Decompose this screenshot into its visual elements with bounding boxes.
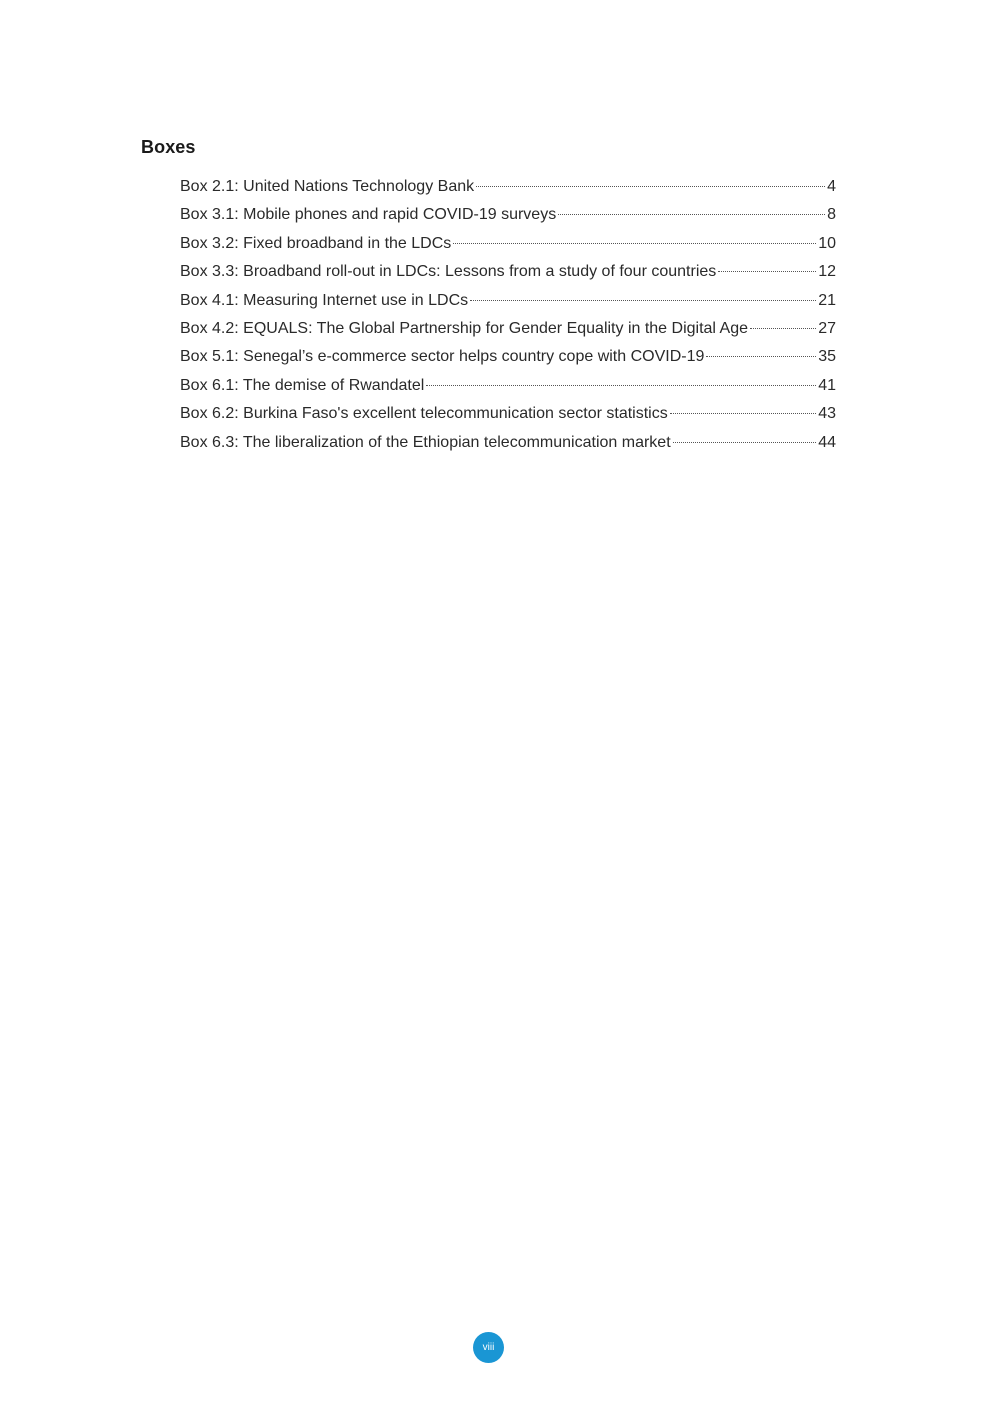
toc-entry-page: 4 — [827, 178, 836, 195]
toc-entry[interactable] — [180, 201, 836, 229]
dot-leader — [470, 300, 816, 301]
toc-entry[interactable] — [180, 258, 836, 286]
toc-entry[interactable] — [180, 343, 836, 371]
dot-leader — [453, 243, 816, 244]
dot-leader — [706, 356, 816, 357]
toc-entry-page: 44 — [818, 433, 836, 451]
toc-entry[interactable] — [180, 230, 836, 258]
dot-leader — [718, 271, 816, 272]
toc-entry-title: Box 4.1: Measuring Internet use in LDCs — [180, 291, 469, 309]
toc-entry-page: 10 — [818, 234, 836, 252]
toc-entry-page: 12 — [818, 263, 836, 281]
boxes-list — [180, 173, 836, 457]
toc-entry-title: Box 6.2: Burkina Faso's excellent telecommunication sector statistics — [180, 405, 668, 423]
dot-leader — [558, 214, 825, 215]
toc-entry-page: 8 — [827, 206, 836, 224]
toc-entry[interactable] — [180, 315, 836, 343]
toc-entry-title: Box 3.2: Fixed broadband in the LDCs — [180, 234, 452, 252]
toc-entry[interactable] — [180, 287, 836, 315]
toc-entry-title: Box 6.1: The demise of Rwandatel — [180, 376, 425, 394]
toc-entry-page: 41 — [818, 376, 836, 394]
dot-leader — [750, 328, 816, 329]
toc-entry[interactable] — [180, 429, 836, 457]
section-heading: Boxes — [141, 137, 196, 157]
dot-leader — [476, 186, 825, 187]
dot-leader — [426, 385, 816, 386]
page-number-badge: viii — [473, 1332, 504, 1363]
toc-entry-page: 35 — [818, 348, 836, 366]
toc-entry-page: 43 — [818, 405, 836, 423]
dot-leader — [670, 413, 816, 414]
toc-entry-title: Box 6.3: The liberalization of the Ethiopian telecommunication market — [180, 433, 671, 451]
toc-entry-title: Box 3.1: Mobile phones and rapid COVID-19 surveys — [180, 206, 557, 224]
toc-entry-title: Box 3.3: Broadband roll-out in LDCs: Lessons from a study of four countries — [180, 263, 717, 281]
toc-entry[interactable] — [180, 400, 836, 428]
toc-entry[interactable] — [180, 372, 836, 400]
toc-entry-title: Box 4.2: EQUALS: The Global Partnership for Gender Equality in the Digital Age — [180, 319, 749, 337]
toc-entry-page: 21 — [818, 291, 836, 309]
toc-entry-page: 27 — [818, 319, 836, 337]
toc-entry[interactable] — [180, 173, 836, 201]
toc-entry-title: Box 5.1: Senegal’s e-commerce sector helps country cope with COVID-19 — [180, 348, 705, 366]
toc-entry-title: Box 2.1: United Nations Technology Bank — [180, 178, 475, 195]
dot-leader — [673, 442, 817, 443]
